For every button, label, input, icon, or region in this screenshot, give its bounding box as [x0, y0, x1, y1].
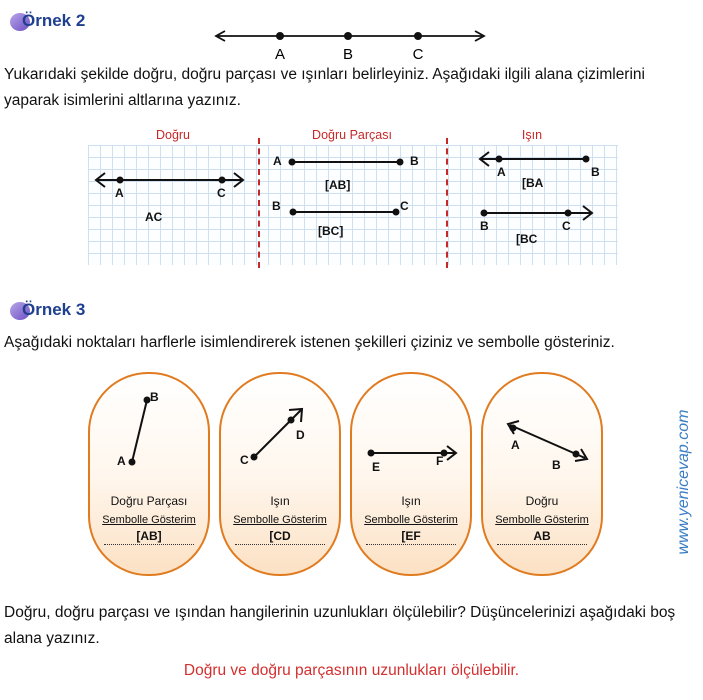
shape-card-segment: [88, 372, 210, 576]
example3-instruction: Aşağıdaki noktaları harflerle isimlendirerek istenen şekilleri çiziniz ve sembolle gösteriniz.: [4, 334, 615, 351]
segment-ab-drawing: [90, 374, 208, 484]
section-title-dogru-parcasi: Doğru Parçası: [312, 128, 392, 142]
card4-type: Doğru: [525, 494, 559, 508]
card3-type: Işın: [401, 494, 421, 508]
card2-symbol-label: Sembolle Gösterim: [233, 514, 327, 526]
ray1-label-a: A: [497, 165, 506, 179]
dogru-label-a: A: [115, 186, 124, 200]
card2-label-c: C: [240, 453, 249, 467]
card4-label-b: B: [552, 458, 561, 472]
section-title-dogru: Doğru: [155, 128, 191, 142]
isin-drawing: [446, 145, 618, 265]
card1-type: Doğru Parçası: [110, 494, 188, 508]
card2-label-d: D: [296, 428, 305, 442]
ray1-name: [BA: [522, 176, 544, 190]
example3-question: Doğru, doğru parçası ve ışından hangilerinin uzunlukları ölçülebilir? Düşüncelerinizi aşağıdaki boş alana yazınız.: [4, 604, 676, 647]
example3-answer: Doğru ve doğru parçasının uzunlukları ölçülebilir.: [183, 662, 520, 679]
shape-card-line-ab: [481, 372, 603, 576]
card1-symbol: [AB]: [104, 528, 194, 545]
shape-card-ray-cd: [219, 372, 341, 576]
shape-card-ray-ef: [350, 372, 472, 576]
point-b: [344, 32, 352, 40]
card1-label-a: A: [117, 454, 126, 468]
card4-symbol-label: Sembolle Gösterim: [495, 514, 589, 526]
card2-type: Işın: [270, 494, 290, 508]
ray-cd-drawing: [221, 374, 339, 484]
segment2-label-c: C: [400, 199, 409, 213]
ray2-name: [BC: [516, 232, 538, 246]
point-c: [414, 32, 422, 40]
segment1-name: [AB]: [325, 178, 351, 192]
segment1-label-b: B: [410, 154, 419, 168]
card3-symbol: [EF: [366, 528, 456, 545]
dogru-drawing: [88, 145, 258, 265]
card3-symbol-label: Sembolle Gösterim: [364, 514, 458, 526]
section-title-isin: Işın: [521, 128, 543, 142]
point-a: [276, 32, 284, 40]
card4-symbol: AB: [497, 528, 587, 545]
ray1-label-b: B: [591, 165, 600, 179]
label-b: B: [342, 46, 354, 63]
segment1-label-a: A: [273, 154, 282, 168]
watermark: [672, 370, 694, 595]
ray-ef-drawing: [352, 374, 470, 484]
dogru-label-c: C: [217, 186, 226, 200]
segment2-label-b: B: [272, 199, 281, 213]
example3-title: Örnek 3: [22, 300, 86, 319]
card4-label-a: A: [511, 438, 520, 452]
label-a: A: [274, 46, 286, 63]
card1-symbol-label: Sembolle Gösterim: [102, 514, 196, 526]
card2-symbol: [CD: [235, 528, 325, 545]
example2-instruction: Yukarıdaki şekilde doğru, doğru parçası ve ışınları belirleyiniz. Aşağıdaki ilgili alana çizimlerini yaparak isimlerini altlarına yazınız.: [4, 66, 645, 109]
ray2-label-b: B: [480, 219, 489, 233]
card3-label-e: E: [372, 460, 381, 474]
card1-label-b: B: [150, 390, 159, 404]
segment2-name: [BC]: [318, 224, 344, 238]
dogru-name: AC: [145, 210, 163, 224]
card3-label-f: F: [436, 454, 444, 468]
example2-title: Örnek 2: [22, 11, 86, 30]
line-ab-drawing: [483, 374, 601, 484]
watermark-text: www.yenicevap.com: [675, 409, 692, 555]
label-c: C: [412, 46, 424, 63]
ray2-label-c: C: [562, 219, 571, 233]
example2-line-figure: [205, 24, 495, 64]
